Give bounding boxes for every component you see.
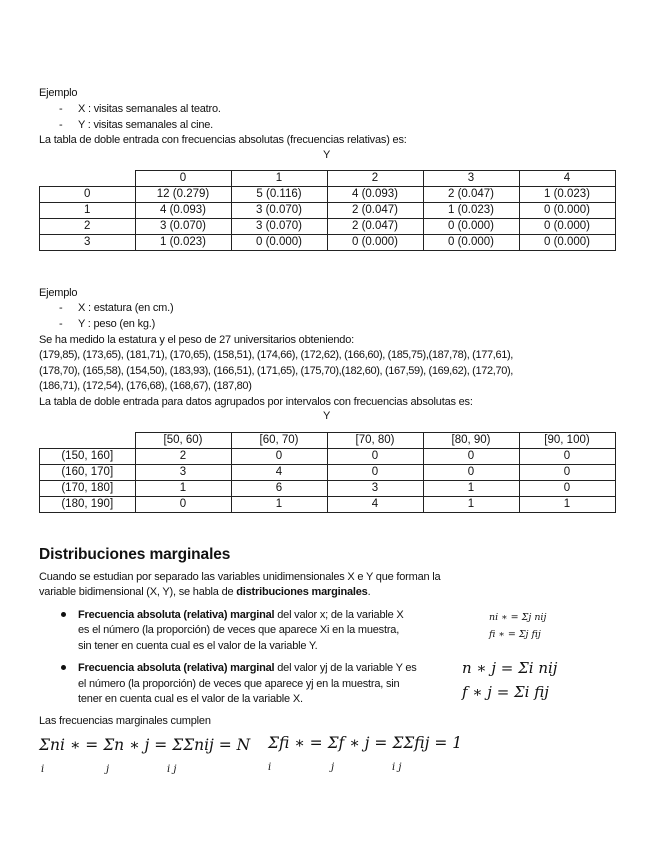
item1-rest: del valor x; de la variable X — [274, 609, 404, 621]
table-corner — [40, 171, 136, 187]
table-cell: 4 — [327, 497, 423, 513]
table-cell: 5 (0.116) — [231, 187, 327, 203]
item2-bold: Frecuencia absoluta (relativa) marginal — [78, 662, 275, 674]
table-cell: 0 — [423, 449, 519, 465]
section-title: Distribuciones marginales — [39, 546, 231, 563]
row-header: (180, 190] — [40, 497, 136, 513]
example1-intro: La tabla de doble entrada con frecuencias absolutas (frecuencias relativas) es: — [39, 134, 407, 146]
table-row — [40, 449, 616, 465]
table-row — [40, 187, 616, 203]
column-header: 1 — [231, 171, 327, 187]
table-row — [40, 481, 616, 497]
table-cell: 0 — [231, 449, 327, 465]
table-cell: 0 — [327, 449, 423, 465]
table-cell: 2 — [135, 449, 231, 465]
table-cell: 12 (0.279) — [135, 187, 231, 203]
table-cell: 4 — [231, 465, 327, 481]
column-header: 0 — [135, 171, 231, 187]
row-header: (160, 170] — [40, 465, 136, 481]
example2-intro: Se ha medido la estatura y el peso de 27 universitarios obteniendo: — [39, 334, 354, 346]
cumplen-text: Las frecuencias marginales cumplen — [39, 715, 211, 727]
table-cell: 1 — [231, 497, 327, 513]
intro-bold: distribuciones marginales — [236, 586, 368, 598]
intro-text: variable bidimensional (X, Y), se habla de — [39, 586, 237, 598]
item1-line1 — [78, 608, 404, 622]
column-header: 2 — [327, 171, 423, 187]
table-cell: 1 — [135, 481, 231, 497]
example2-bullet-y: Y : peso (en kg.) — [78, 318, 156, 330]
marginals-intro-line2 — [39, 585, 370, 599]
table-row — [40, 465, 616, 481]
row-header: (150, 160] — [40, 449, 136, 465]
example2-data-line: (178,70), (165,58), (154,50), (183,93), (166,51), (171,65), (175,70),(182,60), (167,59), (169,62), (172,70), — [39, 365, 514, 377]
dash-bullet: - — [59, 119, 63, 131]
table-row — [40, 497, 616, 513]
column-header: [70, 80) — [327, 433, 423, 449]
item2-formula-n: n ∗ j = Σi nij — [462, 659, 558, 677]
table-corner — [40, 433, 136, 449]
column-header: [50, 60) — [135, 433, 231, 449]
item2-line2: el número (la proporción) de veces que aparece yj en la muestra, sin — [78, 678, 400, 690]
table-row — [40, 219, 616, 235]
item2-line1 — [78, 661, 417, 675]
example2-data-line: (186,71), (172,54), (176,68), (168,67), (187,80) — [39, 380, 252, 392]
table-header-row — [40, 171, 616, 187]
sum-subscript: j — [331, 762, 335, 773]
item1-formula-n: ni ∗ = Σj nij — [489, 612, 547, 623]
table-cell: 2 (0.047) — [327, 219, 423, 235]
marginals-intro-line1: Cuando se estudian por separado las variables unidimensionales X e Y que forman la — [39, 571, 441, 583]
item2-rest: del valor yj de la variable Y es — [274, 662, 417, 674]
table-cell: 0 (0.000) — [327, 235, 423, 251]
table-cell: 0 (0.000) — [231, 235, 327, 251]
column-header: 3 — [423, 171, 519, 187]
item2-line3: tener en cuenta cual es el valor de la variable X. — [78, 693, 303, 705]
table-cell: 0 — [423, 465, 519, 481]
column-header: [60, 70) — [231, 433, 327, 449]
item1-line2: es el número (la proporción) de veces que aparece Xi en la muestra, — [78, 624, 400, 636]
table-cell: 1 (0.023) — [423, 203, 519, 219]
row-header: 2 — [40, 219, 136, 235]
table-cell: 0 (0.000) — [519, 219, 615, 235]
table-cell: 3 (0.070) — [231, 203, 327, 219]
row-header: (170, 180] — [40, 481, 136, 497]
table-header-row — [40, 433, 616, 449]
table-cell: 1 — [423, 481, 519, 497]
table-row — [40, 203, 616, 219]
table-cell: 6 — [231, 481, 327, 497]
example2-table-intro: La tabla de doble entrada para datos agrupados por intervalos con frecuencias absolutas es: — [39, 396, 473, 408]
example1-bullet-y: Y : visitas semanales al cine. — [78, 119, 214, 131]
table-cell: 1 — [423, 497, 519, 513]
table-cell: 2 (0.047) — [327, 203, 423, 219]
table-cell: 0 — [135, 497, 231, 513]
dash-bullet: - — [59, 318, 63, 330]
table-cell: 1 (0.023) — [135, 235, 231, 251]
item1-formula-f: fi ∗ = Σj fij — [489, 629, 541, 640]
sum-absolute-formula: Σni ∗ = Σn ∗ j = ΣΣnij = N — [39, 736, 251, 754]
table-cell: 3 (0.070) — [231, 219, 327, 235]
bullet-dot — [61, 612, 66, 617]
table-cell: 3 (0.070) — [135, 219, 231, 235]
intro-text-end: . — [367, 586, 371, 598]
example2-table — [39, 432, 616, 513]
item2-formula-f: f ∗ j = Σi fij — [462, 683, 549, 701]
table-cell: 0 (0.000) — [423, 235, 519, 251]
table-cell: 0 (0.000) — [519, 203, 615, 219]
table-cell: 3 — [135, 465, 231, 481]
example1-bullet-x: X : visitas semanales al teatro. — [78, 103, 221, 115]
table-cell: 0 — [519, 481, 615, 497]
row-header: 3 — [40, 235, 136, 251]
item1-line3: sin tener en cuenta cual es el valor de la variable Y. — [78, 640, 318, 652]
table-cell: 0 — [519, 449, 615, 465]
example1-y-label: Y — [323, 149, 331, 161]
table-cell: 3 — [327, 481, 423, 497]
row-header: 0 — [40, 187, 136, 203]
row-header: 1 — [40, 203, 136, 219]
table-cell: 0 — [327, 465, 423, 481]
sum-subscript: i — [41, 764, 45, 775]
bullet-dot — [61, 665, 66, 670]
column-header: [80, 90) — [423, 433, 519, 449]
table-row — [40, 235, 616, 251]
item1-bold: Frecuencia absoluta (relativa) marginal — [78, 609, 275, 621]
table-cell: 4 (0.093) — [135, 203, 231, 219]
example2-bullet-x: X : estatura (en cm.) — [78, 302, 174, 314]
example2-data-line: (179,85), (173,65), (181,71), (170,65), (158,51), (174,66), (172,62), (166,60), (185,75),(187,78), (177,61), — [39, 349, 514, 361]
table-cell: 1 — [519, 497, 615, 513]
table-cell: 4 (0.093) — [327, 187, 423, 203]
table-cell: 0 (0.000) — [423, 219, 519, 235]
table-cell: 2 (0.047) — [423, 187, 519, 203]
sum-subscript: i j — [167, 764, 177, 775]
dash-bullet: - — [59, 302, 63, 314]
column-header: [90, 100) — [519, 433, 615, 449]
sum-relative-formula: Σfi ∗ = Σf ∗ j = ΣΣfij = 1 — [268, 734, 463, 752]
dash-bullet: - — [59, 103, 63, 115]
example1-table — [39, 170, 616, 251]
example1-heading: Ejemplo — [39, 87, 78, 99]
table-cell: 0 (0.000) — [519, 235, 615, 251]
table-cell: 0 — [519, 465, 615, 481]
example2-y-label: Y — [323, 410, 331, 422]
sum-subscript: i j — [392, 762, 402, 773]
sum-subscript: j — [106, 764, 110, 775]
sum-subscript: i — [268, 762, 272, 773]
table-cell: 1 (0.023) — [519, 187, 615, 203]
example2-heading: Ejemplo — [39, 287, 78, 299]
column-header: 4 — [519, 171, 615, 187]
